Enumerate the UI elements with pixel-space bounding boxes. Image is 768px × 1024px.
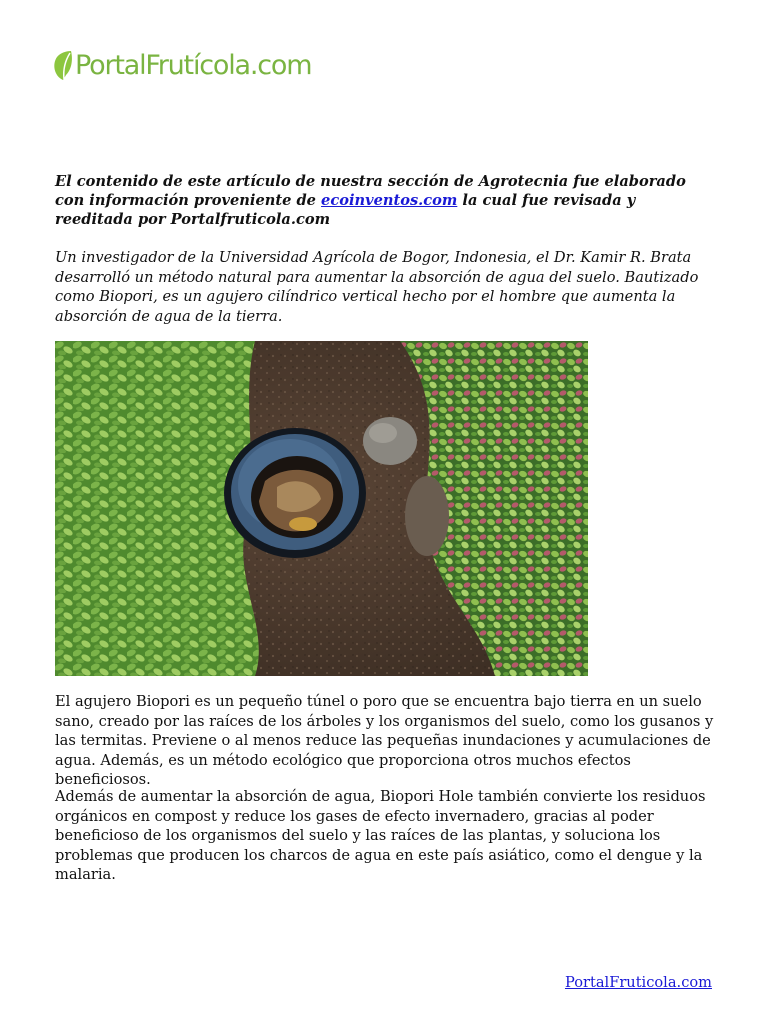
leaf-icon <box>52 50 74 82</box>
article-paragraph: El agujero Biopori es un pequeño túnel o poro que se encuentra bajo tierra en un suelo sano, creado por las raíces de los árboles y los organismos del suelo, como los gusanos y las termitas. Previene o al menos reduce las pequeñas inundaciones y acumulaciones de agua. Además, es un método ecológico que proporciona otros muchos efectos beneficiosos. <box>55 693 714 788</box>
article-paragraph: Además de aumentar la absorción de agua, Biopori Hole también convierte los residuos orgánicos en compost y reduce los gases de efecto invernadero, gracias al poder beneficioso de los organismos del suelo y las raíces de las plantas, y soluciona los problemas que producen los charcos de agua en este país asiático, como el dengue y la malaria. <box>55 788 706 883</box>
intro-note <box>55 172 715 229</box>
biopori-hole-photo <box>55 341 588 676</box>
article-paragraph: Un investigador de la Universidad Agrícola de Bogor, Indonesia, el Dr. Kamir R. Brata desarrolló un método natural para aumentar la absorción de agua del suelo. Bautizado como Biopori, es un agujero cilíndrico vertical hecho por el hombre que aumenta la absorción de agua de la tierra. <box>55 249 699 325</box>
intro-text-2: la cual fue revisada y reeditada por Portalfruticola.com <box>55 192 636 228</box>
source-link[interactable]: ecoinventos.com <box>321 192 458 209</box>
logo-wordmark: PortalFrutícola.com <box>75 50 312 81</box>
footer-site-link[interactable]: PortalFruticola.com <box>564 974 712 991</box>
intro-text-1: El contenido de este artículo de nuestra sección de Agrotecnia fue elaborado con información proveniente de <box>55 173 686 209</box>
site-logo[interactable] <box>52 50 311 82</box>
